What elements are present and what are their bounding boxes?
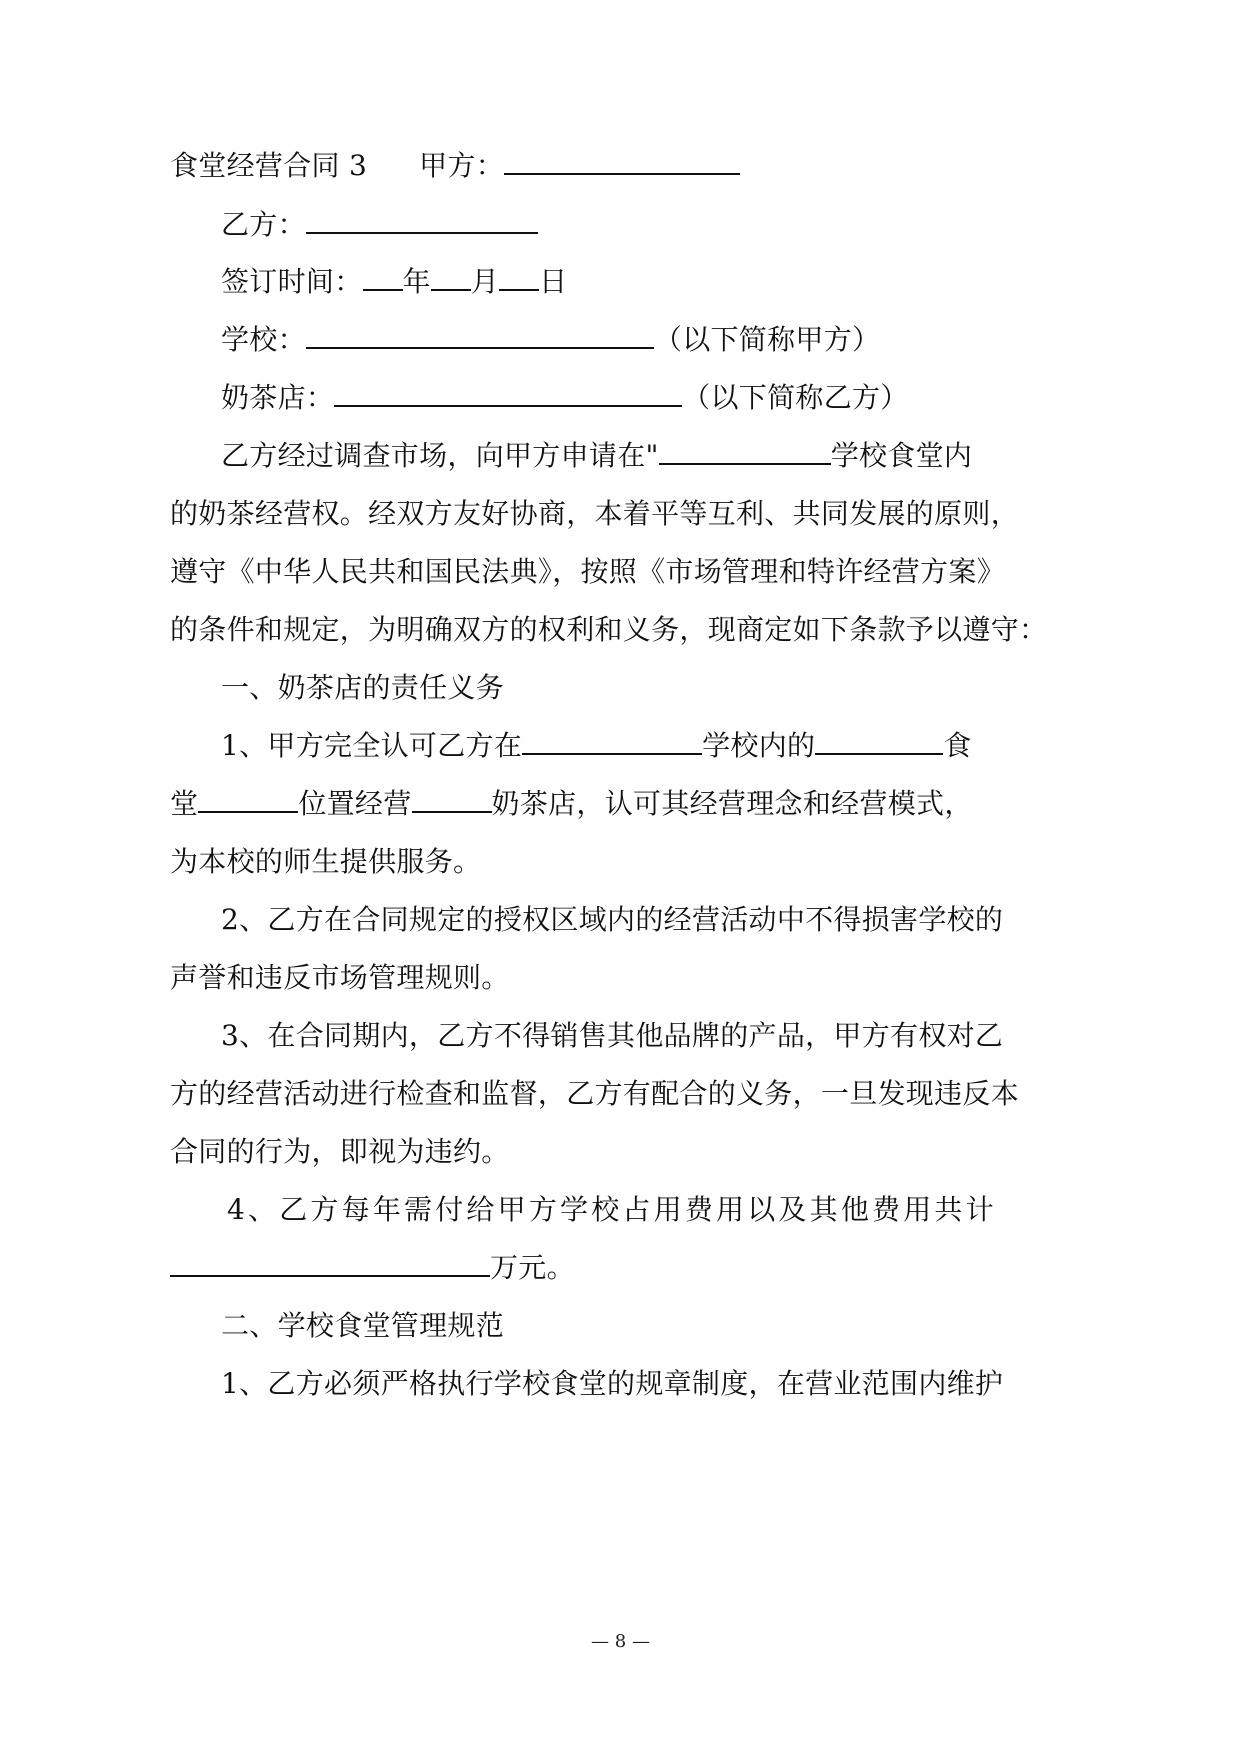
- paragraph-line: [170, 552, 1005, 592]
- clause-line: [170, 958, 510, 998]
- paragraph-line: [221, 436, 972, 476]
- school-name-blank: [522, 727, 702, 755]
- contract-title-line: [170, 146, 740, 186]
- month-blank: [431, 263, 471, 291]
- clause-text: 合同的行为，即视为违约。: [170, 1135, 510, 1168]
- clause-line: [221, 1016, 1003, 1056]
- party-b-label: 乙方：: [221, 208, 306, 241]
- heading-text: 一、奶茶店的责任义务: [221, 671, 505, 704]
- clause-line: [170, 1132, 510, 1172]
- school-line: [221, 320, 880, 360]
- shop-line: [221, 378, 909, 418]
- shop-alias: （以下简称乙方）: [682, 381, 909, 414]
- sign-date-label: 签订时间：: [221, 265, 363, 298]
- paragraph-text: 的条件和规定，为明确双方的权利和义务，现商定如下条款予以遵守：: [170, 613, 1048, 646]
- paragraph-text: 的奶茶经营权。经双方友好协商，本着平等互利、共同发展的原则，: [170, 497, 1020, 530]
- year-blank: [363, 263, 403, 291]
- year-label: 年: [402, 265, 431, 298]
- shop-name-blank: [412, 785, 492, 813]
- clause-text: 1、乙方必须严格执行学校食堂的规章制度，在营业范围内维护: [221, 1367, 1004, 1400]
- day-label: 日: [539, 265, 568, 298]
- fee-amount-blank: [170, 1249, 490, 1277]
- clause-text: 位置经营: [298, 787, 412, 820]
- clause-text: 万元。: [490, 1251, 575, 1284]
- school-blank: [306, 321, 654, 349]
- party-a-blank: [504, 147, 740, 175]
- clause-text: 4、乙方每年需付给甲方学校占用费用以及其他费用共计: [227, 1193, 997, 1226]
- section-heading-2: [221, 1306, 504, 1346]
- clause-text: 堂: [170, 787, 199, 820]
- shop-blank: [334, 379, 682, 407]
- paragraph-text: 乙方经过调查市场，向甲方申请在": [221, 439, 659, 472]
- clause-text: 2、乙方在合同规定的授权区域内的经营活动中不得损害学校的: [221, 903, 1004, 936]
- day-blank: [499, 263, 539, 291]
- canteen-blank: [659, 437, 831, 465]
- section-heading-1: [221, 668, 504, 708]
- location-blank: [198, 785, 298, 813]
- school-label: 学校：: [221, 323, 306, 356]
- school-alias: （以下简称甲方）: [653, 323, 881, 356]
- clause-text: 学校内的: [702, 729, 816, 762]
- sign-date-line: [221, 262, 567, 302]
- clause-line: [170, 1074, 1019, 1114]
- paragraph-line: [170, 610, 1047, 650]
- clause-text: 方的经营活动进行检查和监督，乙方有配合的义务，一旦发现违反本: [170, 1077, 1020, 1110]
- shop-label: 奶茶店：: [221, 381, 335, 414]
- paragraph-text: 遵守《中华人民共和国民法典》，按照《市场管理和特许经营方案》: [170, 555, 1006, 588]
- month-label: 月: [470, 265, 500, 298]
- heading-text: 二、学校食堂管理规范: [221, 1309, 505, 1342]
- clause-line: [170, 842, 481, 882]
- paragraph-line: [170, 494, 1019, 534]
- clause-text: 奶茶店，认可其经营理念和经营模式，: [491, 787, 973, 820]
- party-b-blank: [306, 206, 538, 234]
- clause-text: 3、在合同期内，乙方不得销售其他品牌的产品，甲方有权对乙: [221, 1019, 1004, 1052]
- clause-line: [170, 1248, 575, 1288]
- clause-line: [221, 1364, 1003, 1404]
- clause-line: [221, 900, 1003, 940]
- contract-title: 食堂经营合同 3: [170, 149, 368, 182]
- clause-text: 声誉和违反市场管理规则。: [170, 961, 510, 994]
- clause-text: 为本校的师生提供服务。: [170, 845, 482, 878]
- clause-line: [227, 1190, 997, 1230]
- party-b-line: [221, 205, 538, 245]
- page-number: — 8 —: [591, 1631, 650, 1652]
- clause-text: 1、甲方完全认可乙方在: [221, 729, 523, 762]
- paragraph-text: 学校食堂内: [830, 439, 973, 472]
- canteen-name-blank: [815, 727, 943, 755]
- party-a-label: 甲方：: [419, 149, 505, 182]
- clause-line: [221, 726, 972, 766]
- clause-text: 食: [943, 729, 972, 762]
- clause-line: [170, 784, 973, 824]
